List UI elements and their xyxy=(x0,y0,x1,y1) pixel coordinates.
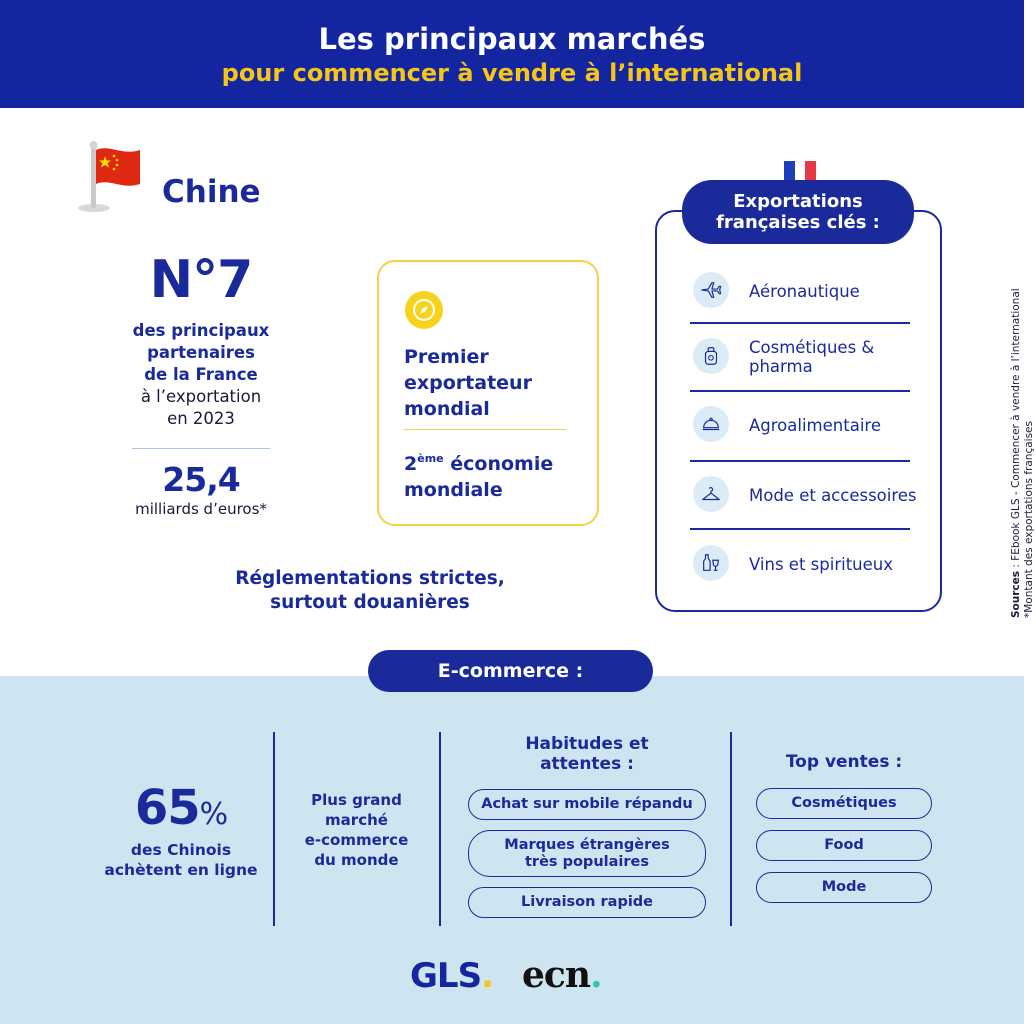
stat-number: 65 xyxy=(134,780,200,836)
highlight-text-2-prefix: 2 xyxy=(404,453,418,475)
sources-footnote: *Montant des exportations françaises xyxy=(1023,421,1035,618)
top-sale-pill: Food xyxy=(756,830,932,861)
hanger-icon xyxy=(693,476,729,512)
divider xyxy=(273,732,275,926)
highlight-card xyxy=(377,260,599,526)
divider xyxy=(690,528,910,530)
gls-text: GLS xyxy=(410,956,482,996)
export-item-label: Cosmétiques & pharma xyxy=(749,338,875,376)
partner-logos xyxy=(410,956,620,1002)
highlight-text-2 xyxy=(404,446,594,503)
divider xyxy=(690,390,910,392)
habit-label: Achat sur mobile répandu xyxy=(481,796,693,812)
habit-pill xyxy=(468,887,706,918)
online-stat-value xyxy=(96,780,266,836)
divider xyxy=(132,448,270,449)
ecn-text: ecn xyxy=(522,954,590,996)
rank-desc-line: partenaires xyxy=(147,343,255,362)
habit-pill xyxy=(468,830,706,877)
ecommerce-title: E-commerce : xyxy=(368,650,653,692)
export-item-agroalimentaire xyxy=(690,402,910,448)
habits-title-line: attentes : xyxy=(540,754,634,774)
highlight-text-2-sup: ème xyxy=(417,452,444,465)
bottle-icon xyxy=(693,338,729,374)
exports-title-line: Exportations xyxy=(733,191,863,212)
china-flag-icon xyxy=(76,138,146,218)
export-amount-unit: milliards d’euros* xyxy=(135,500,267,518)
airplane-icon xyxy=(693,272,729,308)
rank-value: N°7 xyxy=(149,250,253,310)
rank-description xyxy=(106,320,296,430)
gls-logo xyxy=(410,956,493,996)
market-line: e-commerce xyxy=(304,831,409,849)
habit-label: Livraison rapide xyxy=(520,894,654,910)
export-item-label: Vins et spiritueux xyxy=(749,554,893,574)
divider xyxy=(690,322,910,324)
highlight-text-2-suffix: économie mondiale xyxy=(404,453,554,501)
ecn-logo xyxy=(522,954,602,996)
habit-label: Marques étrangères xyxy=(504,836,670,853)
cloche-icon xyxy=(693,406,729,442)
regulation-note xyxy=(160,567,580,615)
sources-label: Sources xyxy=(1010,570,1022,618)
regulation-line: Réglementations strictes, xyxy=(235,568,505,589)
sources-line xyxy=(1010,288,1023,618)
market-line: du monde xyxy=(314,851,399,869)
stat-desc-line: achètent en ligne xyxy=(104,861,258,879)
gls-dot: . xyxy=(481,956,493,996)
compass-icon xyxy=(404,290,444,330)
top-sale-pill: Cosmétiques xyxy=(756,788,932,819)
highlight-text-1: Premier exportateur mondial xyxy=(404,346,532,420)
export-item-cosmetiques xyxy=(690,334,910,380)
export-item-label: Aéronautique xyxy=(749,281,860,301)
page-subtitle: pour commencer à vendre à l’international xyxy=(221,59,803,87)
stat-desc-line: des Chinois xyxy=(130,841,232,859)
export-item-aeronautique xyxy=(690,268,910,314)
top-sales-title: Top ventes : xyxy=(785,752,903,772)
exports-title xyxy=(682,180,914,244)
country-name: Chine xyxy=(162,174,261,210)
stat-percent: % xyxy=(199,797,228,832)
market-note xyxy=(290,790,423,870)
divider xyxy=(404,429,566,430)
sources-text: : FEbook GLS - Commencer à vendre à l’international xyxy=(1010,288,1022,571)
divider xyxy=(439,732,441,926)
online-stat-desc xyxy=(96,840,266,880)
export-item-vins xyxy=(690,541,910,587)
regulation-line: surtout douanières xyxy=(270,592,470,613)
sources-note xyxy=(1010,288,1036,618)
export-item-mode xyxy=(690,472,917,518)
divider xyxy=(690,460,910,462)
market-line: Plus grand xyxy=(311,791,402,809)
rank-desc-line: des principaux xyxy=(132,321,270,340)
export-amount: 25,4 xyxy=(162,460,240,499)
market-line: marché xyxy=(325,811,388,829)
page-title: Les principaux marchés xyxy=(318,22,706,56)
habit-label: très populaires xyxy=(525,853,649,870)
header-banner xyxy=(0,0,1024,108)
divider xyxy=(730,732,732,926)
rank-desc-line: de la France xyxy=(144,365,258,384)
top-sale-pill: Mode xyxy=(756,872,932,903)
export-item-label: Agroalimentaire xyxy=(749,415,881,435)
rank-desc-line: à l’exportation xyxy=(140,387,262,406)
exports-title-line: françaises clés : xyxy=(716,212,880,233)
wine-icon xyxy=(693,545,729,581)
habits-title-line: Habitudes et xyxy=(525,734,649,754)
habit-pill xyxy=(468,789,706,820)
export-item-label: Mode et accessoires xyxy=(749,485,917,505)
habits-title xyxy=(462,734,712,774)
rank-desc-line: en 2023 xyxy=(167,409,235,428)
ecn-dot: . xyxy=(590,954,602,996)
